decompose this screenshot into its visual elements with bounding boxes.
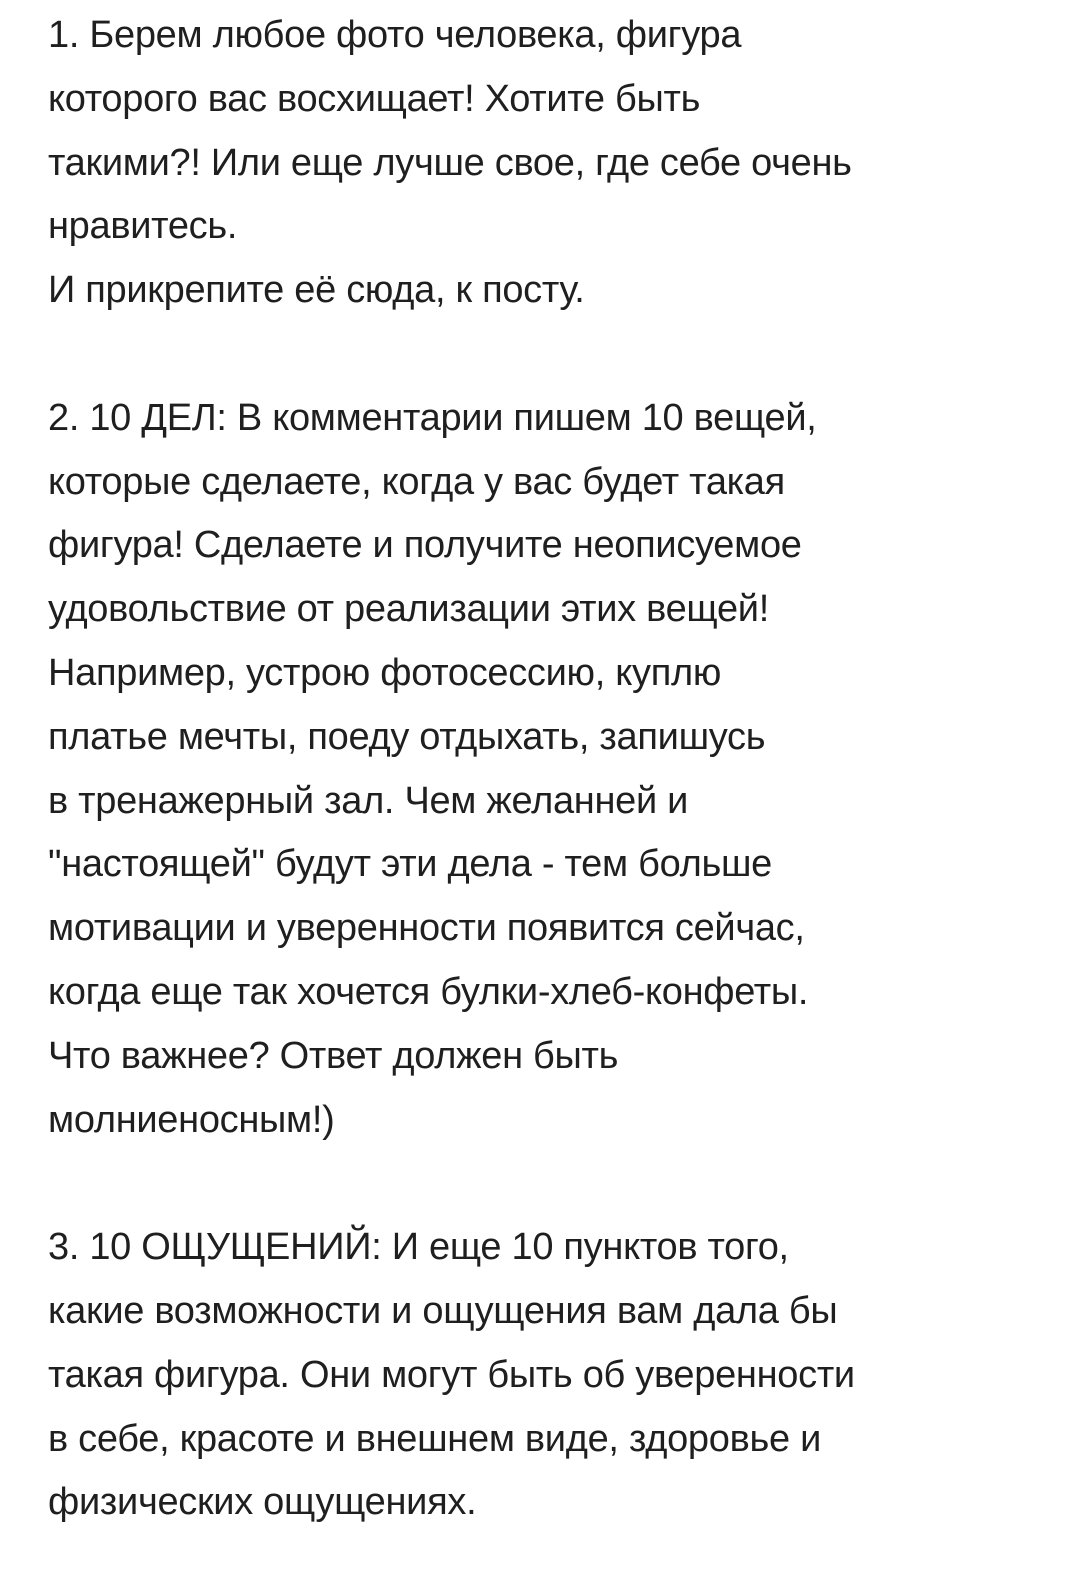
text-line: удовольствие от реализации этих вещей! xyxy=(48,588,769,631)
text-line: 3. 10 ОЩУЩЕНИЙ: И еще 10 пунктов того, xyxy=(48,1226,789,1269)
text-line: молниеносным!) xyxy=(48,1098,335,1141)
text-line: платье мечты, поеду отдыхать, запишусь xyxy=(48,715,766,758)
text-line: такими?! Или еще лучше свое, где себе очень xyxy=(48,141,852,184)
text-line: Что важнее? Ответ должен быть xyxy=(48,1034,619,1077)
text-line: 2. 10 ДЕЛ: В комментарии пишем 10 вещей, xyxy=(48,396,817,439)
paragraph-2 xyxy=(48,387,1048,1153)
paragraph-1 xyxy=(48,4,1048,323)
text-line: в себе, красоте и внешнем виде, здоровье и xyxy=(48,1417,822,1460)
text-line: нравитесь. xyxy=(48,205,238,248)
text-line: мотивации и уверенности появится сейчас, xyxy=(48,907,805,950)
text-line: "настоящей" будут эти дела - тем больше xyxy=(48,843,772,886)
paragraph-3 xyxy=(48,1216,1048,1535)
text-line: в тренажерный зал. Чем желанней и xyxy=(48,779,689,822)
paragraph-gap xyxy=(48,323,1048,387)
paragraph-gap xyxy=(48,1152,1048,1216)
text-line: которого вас восхищает! Хотите быть xyxy=(48,77,701,120)
text-line: такая фигура. Они могут быть об уверенности xyxy=(48,1353,855,1396)
text-line: Например, устрою фотосессию, куплю xyxy=(48,651,722,694)
text-line: когда еще так хочется булки-хлеб-конфеты. xyxy=(48,970,809,1013)
text-line: какие возможности и ощущения вам дала бы xyxy=(48,1289,838,1332)
text-line: И прикрепите её сюда, к посту. xyxy=(48,269,585,312)
text-line: фигура! Сделаете и получите неописуемое xyxy=(48,524,802,567)
text-line: 1. Берем любое фото человека, фигура xyxy=(48,14,742,56)
post-text xyxy=(48,4,1048,1535)
text-line: физических ощущениях. xyxy=(48,1481,477,1524)
text-line: которые сделаете, когда у вас будет такая xyxy=(48,460,785,503)
